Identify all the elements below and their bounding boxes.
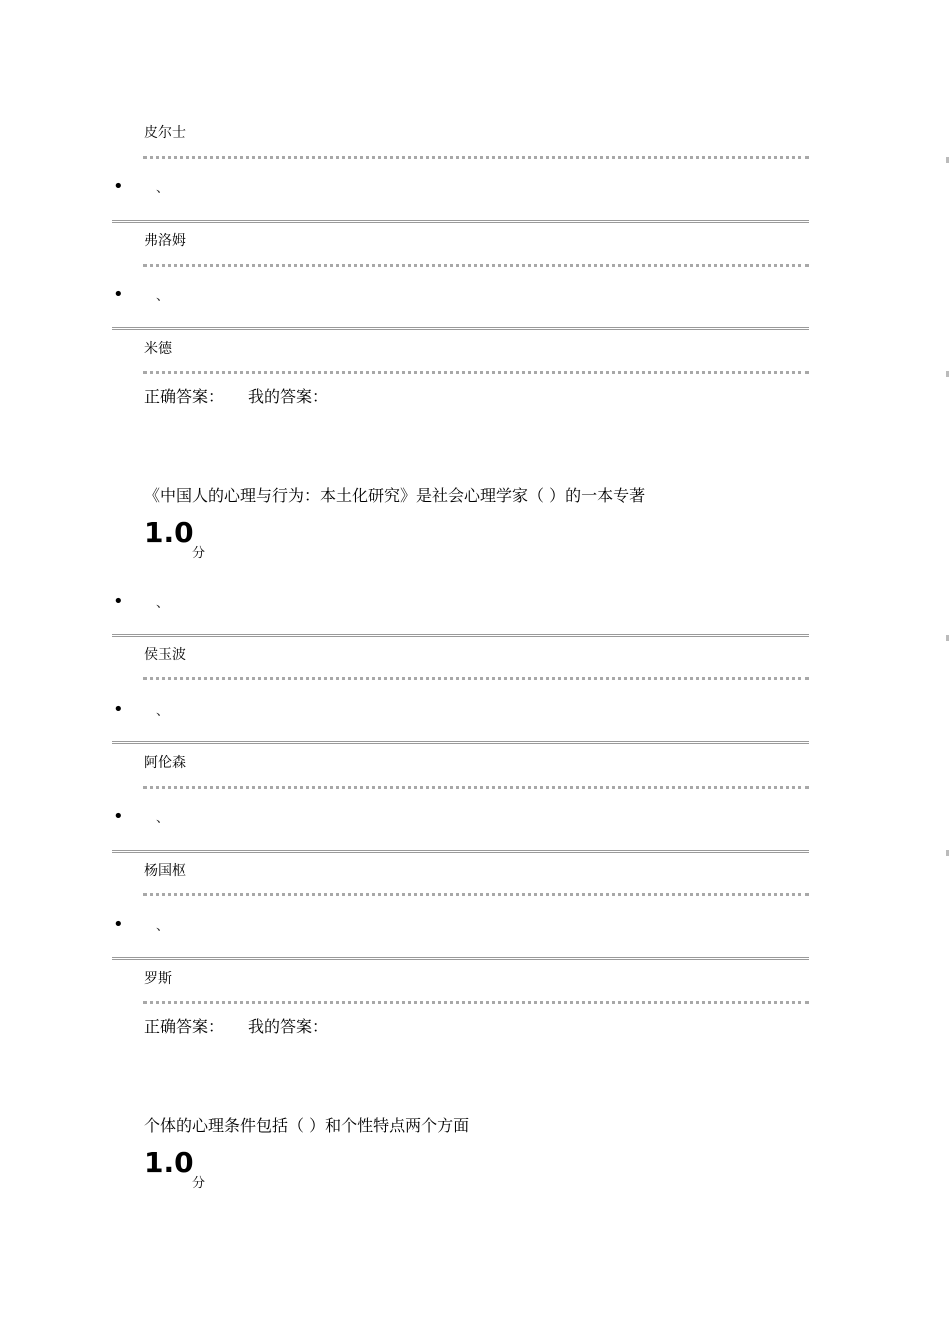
question-text: 个体的心理条件包括（ ）和个性特点两个方面 (144, 1116, 470, 1135)
question-text: 《中国人的心理与行为：本土化研究》是社会心理学家（ ）的一本专著 (144, 486, 646, 505)
divider (143, 371, 809, 374)
option-marker: 、 (156, 596, 170, 611)
divider (112, 850, 809, 853)
my-answer-label: 我的答案： (248, 1017, 329, 1036)
answer-line (144, 388, 328, 406)
correct-answer-label: 正确答案： (144, 1017, 225, 1036)
bullet-icon: • (113, 176, 124, 197)
my-answer-label: 我的答案： (248, 387, 329, 406)
bullet-icon: • (113, 591, 124, 612)
divider (143, 264, 809, 267)
option-text: 弗洛姆 (144, 233, 186, 249)
divider (112, 957, 809, 960)
option-marker: 、 (156, 289, 170, 304)
option-marker: 、 (156, 181, 170, 196)
divider (112, 327, 809, 330)
divider (112, 741, 809, 744)
divider (112, 634, 809, 637)
answer-line (144, 1018, 328, 1036)
option-marker: 、 (156, 811, 170, 826)
score-unit: 分 (192, 546, 206, 561)
divider (143, 1001, 809, 1004)
option-text: 侯玉波 (144, 647, 186, 663)
bullet-icon: • (113, 914, 124, 935)
divider (143, 893, 809, 896)
option-text: 杨国枢 (144, 863, 186, 879)
edge-mark (946, 635, 949, 641)
option-text: 皮尔士 (144, 125, 186, 141)
question-score: 1.0 (144, 516, 194, 549)
edge-mark (946, 371, 949, 377)
option-text: 阿伦森 (144, 755, 186, 771)
option-marker: 、 (156, 919, 170, 934)
bullet-icon: • (113, 284, 124, 305)
bullet-icon: • (113, 699, 124, 720)
divider (143, 677, 809, 680)
option-text: 米德 (144, 341, 172, 357)
score-unit: 分 (192, 1176, 206, 1191)
question-score: 1.0 (144, 1146, 194, 1179)
edge-mark (946, 850, 949, 856)
divider (143, 786, 809, 789)
divider (143, 156, 809, 159)
bullet-icon: • (113, 806, 124, 827)
option-text: 罗斯 (144, 971, 172, 987)
correct-answer-label: 正确答案： (144, 387, 225, 406)
divider (112, 220, 809, 223)
option-marker: 、 (156, 704, 170, 719)
edge-mark (946, 157, 949, 163)
